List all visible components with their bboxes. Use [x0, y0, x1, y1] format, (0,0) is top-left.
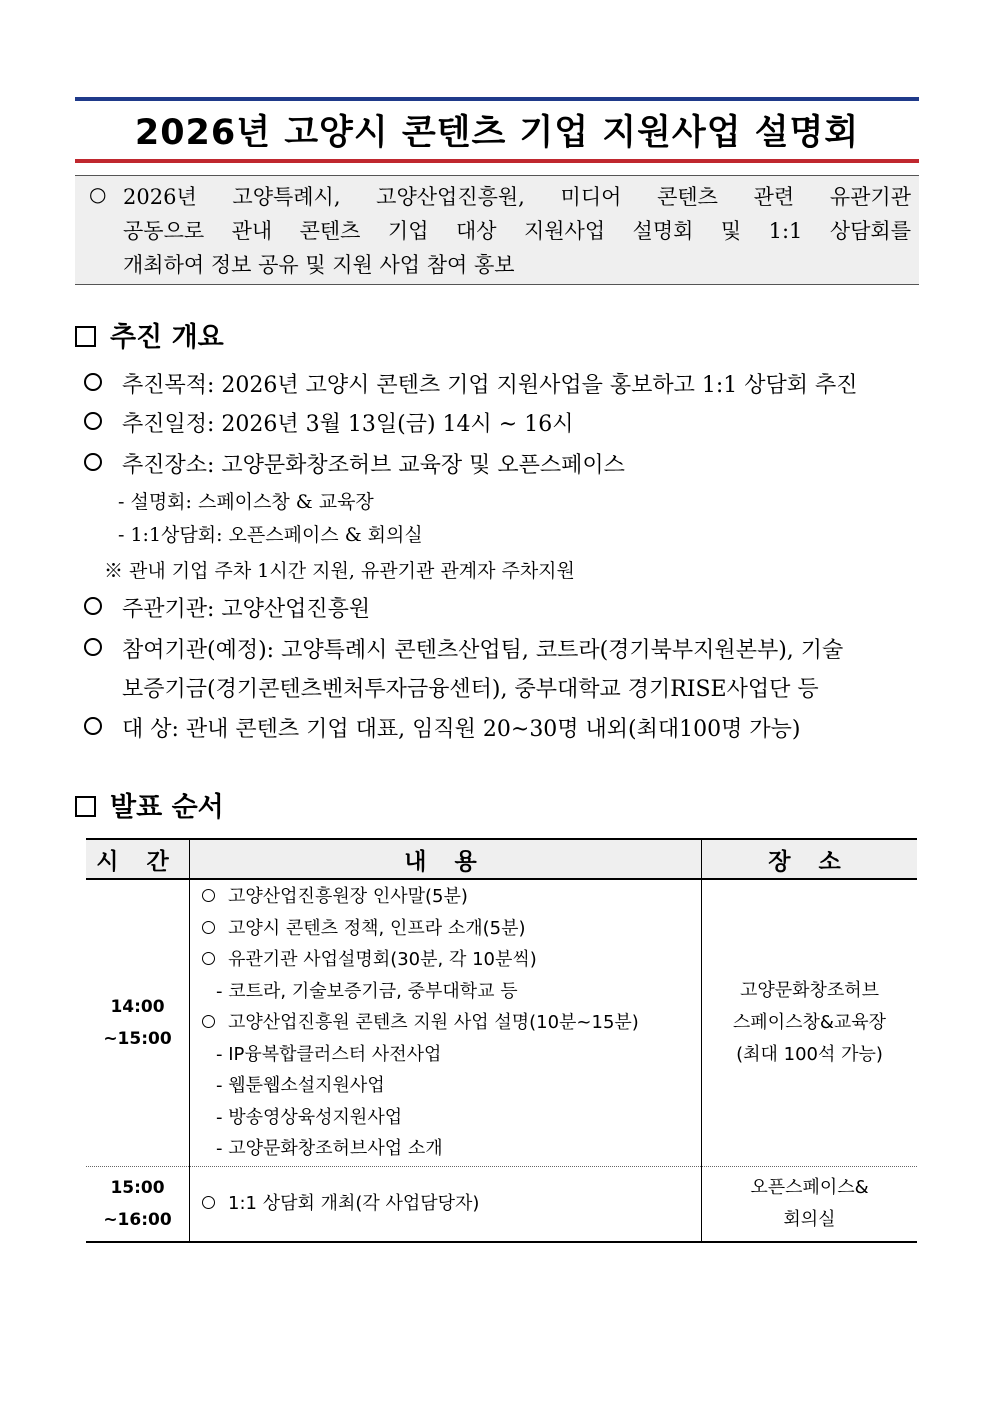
table-header-row [86, 839, 917, 879]
content-text: 유관기관 사업설명회(30분, 각 10분씩) [228, 949, 537, 970]
time-cell [86, 879, 190, 1166]
parking-note: ※ 관내 기업 주차 1시간 지원, 유관기관 관계자 주차지원 [104, 560, 575, 582]
content-text: 고양산업진흥원 콘텐츠 지원 사업 설명(10분~15분) [228, 1012, 639, 1033]
content-subitem: - 코트라, 기술보증기금, 중부대학교 등 [216, 980, 518, 1002]
circle-bullet-icon [84, 638, 102, 656]
circle-bullet-icon [84, 373, 102, 391]
overview-text: 추진목적: 2026년 고양시 콘텐츠 기업 지원사업을 홍보하고 1:1 상담회 추진 [122, 373, 858, 398]
header-place: 장 소 [702, 839, 918, 879]
section-heading-program [75, 785, 224, 824]
place-line: 고양문화창조허브 [739, 979, 880, 1001]
circle-bullet-icon [202, 921, 215, 934]
content-text: 1:1 상담회 개최(각 사업담당자) [228, 1192, 480, 1214]
overview-text: 대 상: 관내 콘텐츠 기업 대표, 임직원 20~30명 내외(최대100명 가능) [122, 717, 801, 742]
summary-line: 2026년 고양특례시, 고양산업진흥원, 미디어 콘텐츠 관련 유관기관 [123, 185, 911, 209]
place-line: 회의실 [783, 1208, 836, 1230]
time-start: 14:00 [110, 996, 165, 1017]
table-row [86, 879, 917, 1166]
circle-bullet-icon [202, 889, 215, 902]
title-bottom-rule [75, 159, 919, 163]
place-line: (최대 100석 가능) [736, 1043, 883, 1065]
table-row [86, 1166, 917, 1242]
content-text: 고양산업진흥원장 인사말(5분) [228, 886, 468, 907]
overview-item-purpose [84, 368, 858, 399]
overview-item-target [84, 712, 800, 743]
content-item [200, 913, 700, 945]
circle-bullet-icon [84, 597, 102, 615]
content-subitem: - 방송영상육성지원사업 [216, 1106, 403, 1128]
section-heading-overview [75, 315, 224, 354]
content-cell [190, 879, 702, 1166]
place-cell [702, 879, 918, 1166]
time-end: ~16:00 [103, 1209, 172, 1230]
time-cell [86, 1166, 190, 1242]
header-time: 시 간 [86, 839, 190, 879]
content-item [200, 1188, 700, 1220]
time-start: 15:00 [110, 1177, 165, 1198]
venue-sub-consulting: - 1:1상담회: 오픈스페이스 & 회의실 [118, 524, 423, 546]
circle-bullet-icon [84, 453, 102, 471]
summary-box [75, 175, 919, 285]
place-line: 오픈스페이스& [750, 1176, 869, 1198]
content-text: 고양시 콘텐츠 정책, 인프라 소개(5분) [228, 917, 526, 939]
content-subitem: - 웹툰웹소설지원사업 [216, 1075, 385, 1096]
overview-item-participants [84, 633, 843, 664]
overview-text: 추진일정: 2026년 3월 13일(금) 14시 ~ 16시 [122, 412, 574, 437]
overview-text: 추진장소: 고양문화창조허브 교육장 및 오픈스페이스 [122, 453, 625, 478]
circle-bullet-icon [202, 1015, 215, 1028]
content-item [200, 1007, 700, 1039]
overview-item-schedule [84, 407, 573, 438]
overview-item-host [84, 592, 370, 623]
summary-line: 공동으로 관내 콘텐츠 기업 대상 지원사업 설명회 및 1:1 상담회를 [123, 219, 911, 243]
header-content: 내 용 [190, 839, 702, 879]
summary-bullet: ○ [89, 182, 107, 206]
content-item [200, 881, 700, 913]
overview-item-venue [84, 448, 625, 479]
circle-bullet-icon [202, 1196, 215, 1209]
place-cell [702, 1166, 918, 1242]
overview-text: 주관기관: 고양산업진흥원 [122, 597, 371, 622]
time-end: ~15:00 [103, 1028, 172, 1049]
section-title: 추진 개요 [110, 322, 224, 353]
content-item [200, 944, 700, 976]
circle-bullet-icon [202, 952, 215, 965]
circle-bullet-icon [84, 412, 102, 430]
place-line: 스페이스창&교육장 [732, 1011, 887, 1033]
section-title: 발표 순서 [110, 792, 224, 823]
square-bullet-icon [75, 326, 96, 347]
title-top-rule [75, 97, 919, 101]
summary-text [123, 180, 911, 282]
content-subitem: - 고양문화창조허브사업 소개 [216, 1138, 443, 1159]
venue-sub-briefing: - 설명회: 스페이스창 & 교육장 [118, 491, 374, 513]
program-table [86, 838, 917, 1243]
content-subitem: - IP융복합클러스터 사전사업 [216, 1043, 442, 1065]
content-cell [190, 1166, 702, 1242]
summary-line: 개최하여 정보 공유 및 지원 사업 참여 홍보 [123, 253, 515, 277]
participants-continuation: 보증기금(경기콘텐츠벤처투자금융센터), 중부대학교 경기RISE사업단 등 [122, 677, 819, 702]
circle-bullet-icon [84, 717, 102, 735]
title-banner [75, 97, 919, 163]
page-title: 2026년 고양시 콘텐츠 기업 지원사업 설명회 [134, 113, 860, 153]
overview-text: 참여기관(예정): 고양특례시 콘텐츠산업팀, 코트라(경기북부지원본부), 기술 [122, 638, 844, 663]
square-bullet-icon [75, 796, 96, 817]
